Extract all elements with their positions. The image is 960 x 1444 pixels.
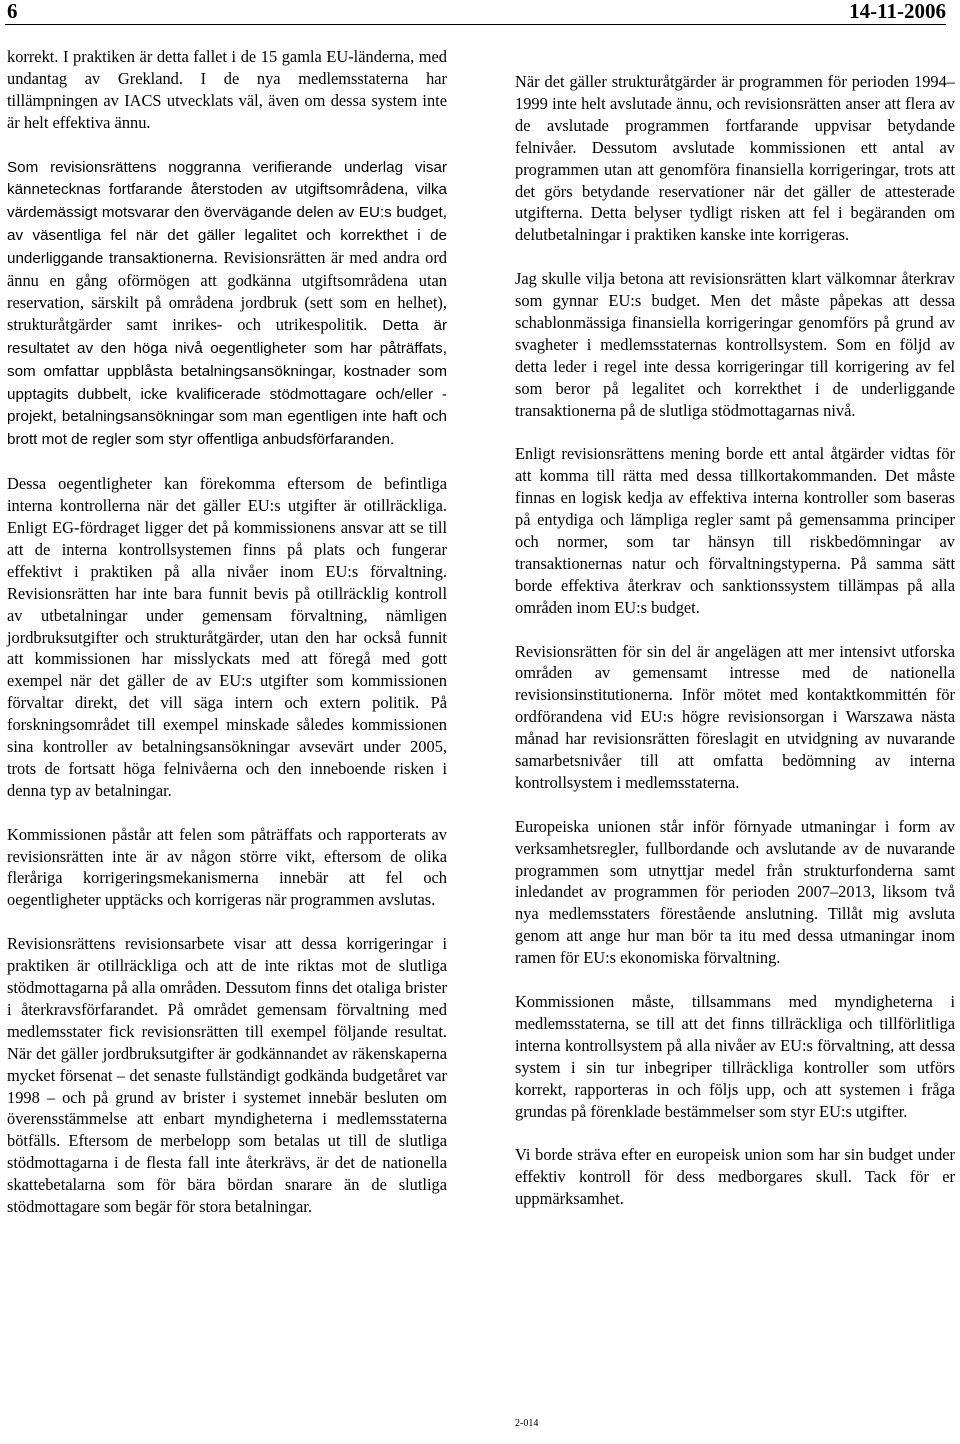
paragraph: korrekt. I praktiken är detta fallet i de 15 gamla EU-länderna, med undantag av Grekland. I de nya medlemsstaterna har tillämpningen av IACS utvecklats väl, även om dessa system inte är helt effektiva ännu. [7, 47, 447, 132]
header-rule [5, 24, 946, 25]
paragraph: Revisionsrättens revisionsarbete visar att dessa korrigeringar i praktiken är otillräckliga och att de inte riktas mot de slutliga stödmottagarna på alla områden. Dessutom finns det otaliga brister i återkravsförfarandet. På området gemensam förvaltning med medlemsstater fick revisionsrätten till exempel följande resultat. När det gäller jordbruksutgifter är godkännandet av räkenskaperna mycket försenat – det senaste fullständigt godkända budgetåret var 1998 – och på grund av brister i systemet innebär besluten om överensstämmelse att enbart myndigheterna i medlemsstaterna bötfälls. Eftersom de merbelopp som betalas ut till de slutliga stödmottagarna i de flesta fall inte återkrävs, är det de nationella skattebetalarna som för bära bördan snarare än de slutliga stödmottagare som begär för stora betalningar. [7, 934, 447, 1217]
left-column [7, 46, 447, 1240]
page-number: 6 [7, 0, 18, 23]
paragraph: Europeiska unionen står inför förnyade utmaningar i form av verksamhetsregler, fullbordande och avslutande av de nuvarande programmen som utnyttjar medel från strukturfonderna samt inledandet av programmen för perioden 2007–2013, liksom två nya medlemsstaters förestående anslutning. Tillåt mig avsluta genom att ange hur man bör ta itu med dessa utmaningar inom ramen för EU:s ekonomiska förvaltning. [515, 816, 955, 968]
paragraph: Jag skulle vilja betona att revisionsrätten klart välkomnar återkrav som gynnar EU:s budget. Men det måste påpekas att dessa schablonmässiga finansiella korrigeringar genomförs på grund av svagheter i medlemsstaternas kontrollsystem. Som en följd av detta leder i regel inte dessa korrigeringar till korrigering av fel som beror på legalitet och korrekthet i de underliggande transaktionerna på de slutliga stödmottagarnas nivå. [515, 269, 955, 420]
paragraph: Dessa oegentligheter kan förekomma eftersom de befintliga interna kontrollerna när det gäller EU:s utgifter är otillräckliga. Enligt EG-fördraget ligger det på kommissionens ansvar att se till att de interna kontrollsystemen finns på plats och fungerar effektivt i praktiken på alla nivåer inom EU:s förvaltning. Revisionsrätten har inte bara funnit bevis på otillräcklig kontroll av utbetalningar under gemensam förvaltning, nämligen jordbruksutgifter och strukturåtgärder, utan den har också funnit att kommissionen har misslyckats med att föregå med gott exempel när det gäller de av EU:s utgifter som kommissionen förvaltar direkt, det vill säga intern och extern politik. På forskningsområdet till exempel minskade således kommissionen sina kontroller av betalningsansökningar avsevärt under 2005, trots de fortsatt höga felnivåerna och den inneboende risken i denna typ av betalningar. [7, 474, 447, 800]
paragraph-segment: Revisionsrätten är med andra ord ännu en gång oförmögen att godkänna utgiftsområdena utan reservation, särskilt på områdena jordbruk (sett som en helhet), strukturåtgärder samt inrikes- och utrikespolitik. [7, 248, 447, 334]
header-date: 14-11-2006 [849, 0, 946, 23]
paragraph: Enligt revisionsrättens mening borde ett antal åtgärder vidtas för att komma till rätta med dessa tillkortakommanden. Det måste finnas en logisk kedja av effektiva interna kontroller som baseras på entydiga och lämpliga regler samt på gemensamma principer och normer, som tar hänsyn till riskbedömningar av transaktionernas natur och förvaltningstyperna. På samma sätt borde effektiva återkrav och sanktionssystem tillämpas på alla områden inom EU:s budget. [515, 444, 955, 617]
paragraph-segment: Detta är resultatet av den höga nivå oegentligheter som har påträffats, som omfattar uppblåsta betalningsansökningar, kostnader som upptagits dubbelt, icke kvalificerade stödmottagare och/eller -projekt, betalningsansökningar som man egentligen inte haft och brott mot de regler som styr offentliga anbudsförfaranden. [7, 316, 448, 449]
document-code: 2-014 [515, 1418, 539, 1429]
paragraph: Kommissionen påstår att felen som påträffats och rapporterats av revisionsrätten inte är av någon större vikt, eftersom de olika fleråriga korrigeringsmekanismerna innebär att fel och oegentligheter upptäcks och korrigeras när programmen avslutas. [7, 824, 447, 910]
paragraph: Vi borde sträva efter en europeisk union som har sin budget under effektiv kontroll för dess medborgares skull. Tack för er uppmärksamhet. [515, 1145, 955, 1209]
paragraph: Kommissionen måste, tillsammans med myndigheterna i medlemsstaterna, se till att det finns tillräckliga och tillförlitliga interna kontrollsystem på alla nivåer av EU:s förvaltning, att dessa system i sin tur inbegriper tillräckliga kontroller som utförs korrekt, rapporteras in och följs upp, och att systemen i fråga grundas på förenklade bestämmelser som styr EU:s utgifter. [515, 991, 955, 1121]
paragraph: När det gäller strukturåtgärder är programmen för perioden 1994–1999 inte helt avslutade ännu, och revisionsrätten anser att flera av de avslutade programmen fortfarande uppvisar betydande felnivåer. Dessutom avslutade kommissionen ett antal av programmen utan att genomföra finansiella korrigeringar, trots att det görs betydande reservationer när det gäller de attesterade utgifterna. Detta belyser tydligt risken att fel i begäranden om delutbetalningar i praktiken kanske inte korrigeras. [515, 72, 955, 245]
paragraph: Revisionsrätten för sin del är angelägen att mer intensivt utforska områden av gemensamt intresse med de nationella revisionsinstitutionerna. Inför mötet med kontaktkommittén för ordförandena vid EU:s högre revisionsorgan i Warszawa nästa månad har revisionsrätten föreslagit en utvidgning av nuvarande samarbetsnivåer till att omfatta bedömning av interna kontrollsystem i medlemsstaterna. [515, 641, 955, 792]
paragraph-segment: Som revisionsrättens noggranna verifierande underlag visar kännetecknas fortfarande återstoden av utgiftsområdena, vilka värdemässigt motsvarar den övervägande delen av EU:s budget, av väsentliga fel när det gäller legalitet och korrekthet i de underliggande transaktionerna. [7, 158, 447, 268]
page-header [5, 0, 946, 25]
paragraph [7, 156, 447, 452]
right-column [515, 71, 955, 1232]
